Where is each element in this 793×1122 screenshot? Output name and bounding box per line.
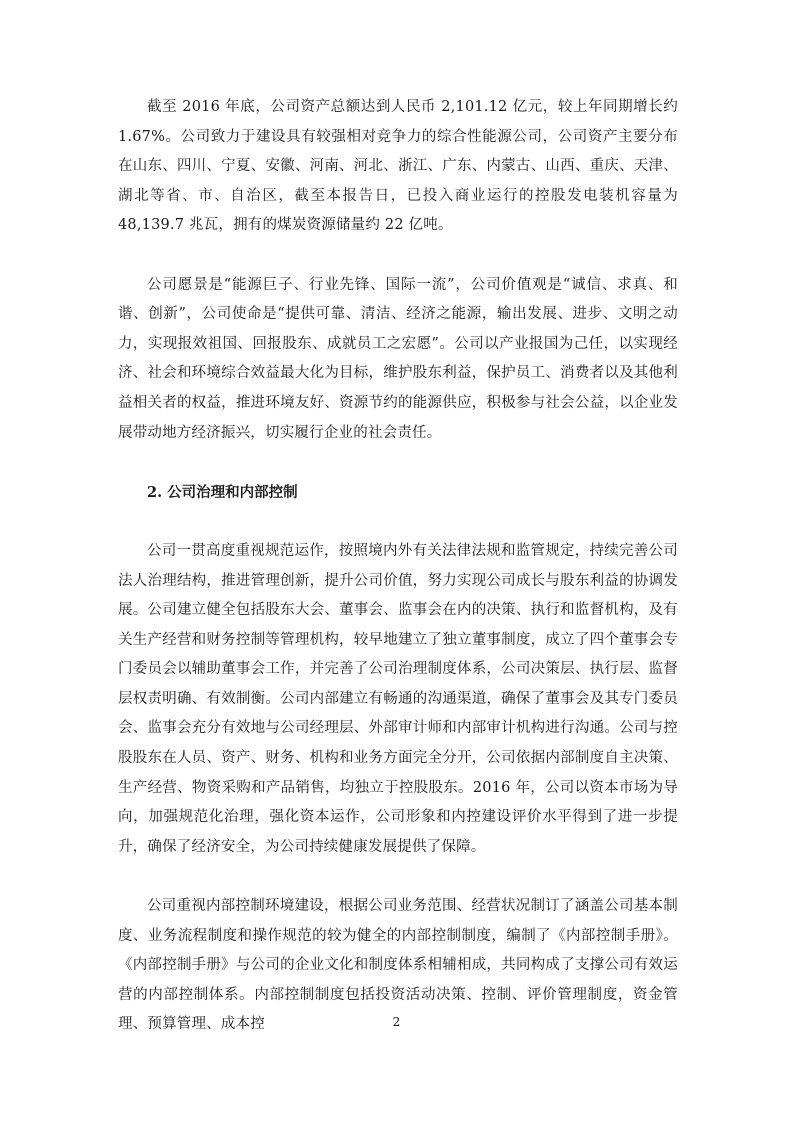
paragraph-spacer	[118, 448, 678, 478]
paragraph-internal-control: 公司重视内部控制环境建设，根据公司业务范围、经营状况制订了涵盖公司基本制度、业务流程制度和操作规范的较为健全的内部控制制度，编制了《内部控制手册》。《内部控制手册》与公司的企业文化和制度体系相辅相成，共同构成了支撑公司有效运营的内部控制体系。内部控制制度包括投资活动决策、控制、评价管理制度，资金管理、预算管理、成本控	[118, 898, 678, 1033]
paragraph-spacer	[118, 507, 678, 537]
section-heading-governance: 2. 公司治理和内部控制	[147, 483, 298, 501]
paragraph-spacer	[118, 862, 678, 892]
paragraph-assets-overview: 截至 2016 年底，公司资产总额达到人民币 2,101.12 亿元，较上年同期增长约 1.67%。公司致力于建设具有较强相对竞争力的综合性能源公司，公司资产主要分布在山东、四川、宁夏、安徽、河南、河北、浙江、广东、内蒙古、山西、重庆、天津、湖北等省、市、自治区，截至本报告日，已投入商业运行的控股发电装机容量为 48,139.7 兆瓦，拥有的煤炭资源储量约 22 亿吨。	[118, 99, 678, 234]
paragraph-governance: 公司一贯高度重视规范运作，按照境内外有关法律法规和监管规定，持续完善公司法人治理结构，推进管理创新，提升公司价值，努力实现公司成长与股东利益的协调发展。公司建立健全包括股东大会、董事会、监事会在内的决策、执行和监督机构，及有关生产经营和财务控制等管理机构，较早地建立了独立董事制度，成立了四个董事会专门委员会以辅助董事会工作，并完善了公司治理制度体系，公司决策层、执行层、监督层权责明确、有效制衡。公司内部建立有畅通的沟通渠道，确保了董事会及其专门委员会、监事会充分有效地与公司经理层、外部审计师和内部审计机构进行沟通。公司与控股股东在人员、资产、财务、机构和业务方面完全分开，公司依据内部制度自主决策、生产经营、物资采购和产品销售，均独立于控股股东。2016 年，公司以资本市场为导向，加强规范化治理，强化资本运作，公司形象和内控建设评价水平得到了进一步提升，确保了经济安全，为公司持续健康发展提供了保障。	[118, 542, 678, 855]
document-body	[118, 93, 678, 1040]
page-number: 2	[392, 1015, 401, 1029]
paragraph-vision-values: 公司愿景是“能源巨子、行业先锋、国际一流”，公司价值观是“诚信、求真、和谐、创新”，公司使命是“提供可靠、清洁、经济之能源，输出发展、进步、文明之动力，实现报效祖国、回报股东、成就员工之宏愿”。公司以产业报国为己任，以实现经济、社会和环境综合效益最大化为目标，维护股东利益，保护员工、消费者以及其他利益相关者的权益，推进环境友好、资源节约的能源供应，积极参与社会公益，以企业发展带动地方经济振兴，切实履行企业的社会责任。	[118, 276, 678, 441]
paragraph-spacer	[118, 241, 678, 271]
